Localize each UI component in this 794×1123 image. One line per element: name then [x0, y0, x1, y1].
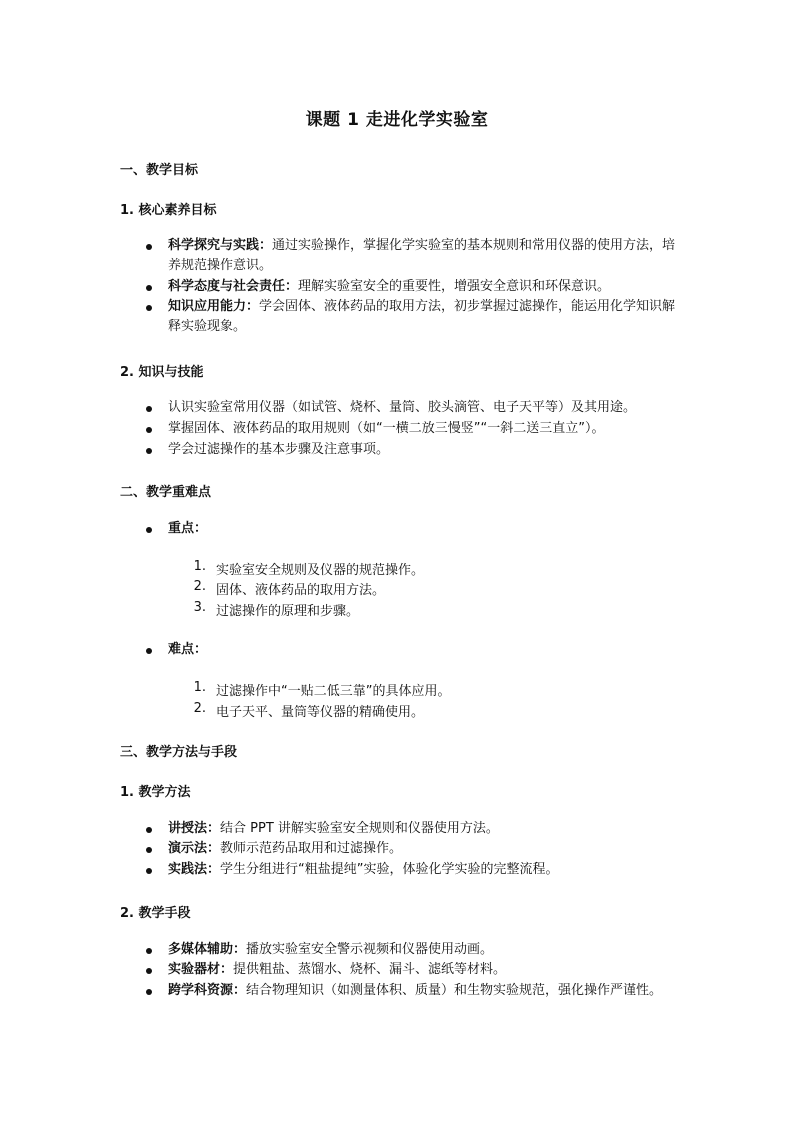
list-item: 跨学科资源：结合物理知识（如测量体积、质量）和生物实验规范，强化操作严谨性。 — [168, 983, 663, 998]
list-item: 多媒体辅助：播放实验室安全警示视频和仪器使用动画。 — [168, 942, 494, 957]
bullet-icon — [146, 448, 152, 454]
section-heading-objectives: 一、教学目标 — [120, 163, 199, 178]
list-number: 1. — [193, 559, 206, 574]
list-item: 过滤操作中“一贴二低三靠”的具体应用。 — [216, 684, 451, 699]
list-item: 实践法：学生分组进行“粗盐提纯”实验，体验化学实验的完整流程。 — [168, 862, 559, 877]
list-number: 1. — [193, 680, 206, 695]
section-heading-key-difficult: 二、教学重难点 — [120, 485, 212, 500]
bullet-icon — [146, 948, 152, 954]
list-item: 实验室安全规则及仪器的规范操作。 — [216, 563, 425, 578]
list-item: 认识实验室常用仪器（如试管、烧杯、量筒、胶头滴管、电子天平等）及其用途。 — [168, 400, 637, 415]
bullet-icon — [146, 827, 152, 833]
difficult-points-label: 难点： — [168, 642, 208, 657]
list-item: 掌握固体、液体药品的取用规则（如“一横二放三慢竖”“一斜二送三直立”）。 — [168, 421, 605, 436]
bullet-icon — [146, 989, 152, 995]
subheading-knowledge-skills: 2. 知识与技能 — [120, 365, 204, 380]
subheading-teaching-means: 2. 教学手段 — [120, 906, 191, 921]
bullet-icon — [146, 968, 152, 974]
list-number: 2. — [193, 579, 206, 594]
list-item: 科学态度与社会责任：理解实验室安全的重要性，增强安全意识和环保意识。 — [168, 279, 611, 294]
subheading-core-literacy: 1. 核心素养目标 — [120, 203, 217, 218]
list-item: 固体、液体药品的取用方法。 — [216, 583, 386, 598]
bullet-icon — [146, 305, 152, 311]
document-title: 课题 1 走进化学实验室 — [305, 110, 489, 130]
list-item: 学会过滤操作的基本步骤及注意事项。 — [168, 442, 390, 457]
bullet-icon — [146, 285, 152, 291]
subheading-teaching-methods: 1. 教学方法 — [120, 785, 191, 800]
list-item: 讲授法：结合 PPT 讲解实验室安全规则和仪器使用方法。 — [168, 821, 499, 836]
list-item: 电子天平、量筒等仪器的精确使用。 — [216, 705, 425, 720]
list-number: 3. — [193, 600, 206, 615]
list-item: 演示法：教师示范药品取用和过滤操作。 — [168, 841, 403, 856]
bullet-icon — [146, 847, 152, 853]
bullet-icon — [146, 527, 152, 533]
list-item: 知识应用能力：学会固体、液体药品的取用方法，初步掌握过滤操作，能运用化学知识解释实验现象。 — [168, 299, 676, 334]
list-item: 过滤操作的原理和步骤。 — [216, 604, 360, 619]
bullet-icon — [146, 427, 152, 433]
bullet-icon — [146, 244, 152, 250]
section-heading-methods: 三、教学方法与手段 — [120, 745, 238, 760]
bullet-icon — [146, 868, 152, 874]
bullet-icon — [146, 648, 152, 654]
list-item: 实验器材：提供粗盐、蒸馏水、烧杯、漏斗、滤纸等材料。 — [168, 962, 507, 977]
list-number: 2. — [193, 701, 206, 716]
key-points-label: 重点： — [168, 521, 208, 536]
bullet-icon — [146, 406, 152, 412]
list-item: 科学探究与实践：通过实验操作，掌握化学实验室的基本规则和常用仪器的使用方法，培养规范操作意识。 — [168, 238, 676, 273]
